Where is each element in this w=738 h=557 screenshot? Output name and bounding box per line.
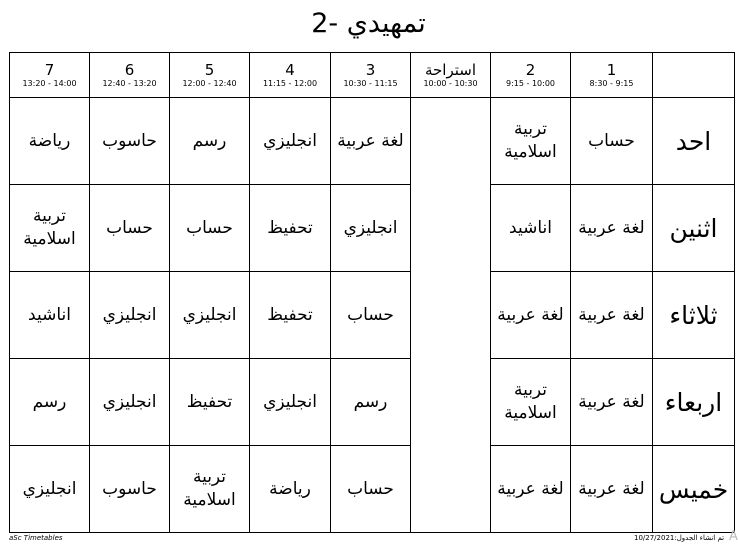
day-row-tuesday xyxy=(10,272,735,359)
lesson-cell: حاسوب xyxy=(102,478,157,499)
lesson-cell: انجليزي xyxy=(263,391,317,412)
lesson-cell: رياضة xyxy=(269,478,311,499)
timetable-grid xyxy=(9,52,735,533)
lesson-cell: حساب xyxy=(106,217,153,238)
period-time: 12:40 - 13:20 xyxy=(102,78,157,88)
created-date: تم انشاء الجدول:10/27/2021 xyxy=(634,534,725,542)
period-header-6 xyxy=(90,53,170,98)
lesson-cell: لغة عربية xyxy=(578,391,645,412)
day-name: خميس xyxy=(658,474,729,504)
lesson-cell: حساب xyxy=(588,130,635,151)
lesson-cell: لغة عربية xyxy=(578,217,645,238)
period-time: 10:00 - 10:30 xyxy=(423,78,478,88)
period-header-1 xyxy=(571,53,653,98)
period-time: 10:30 - 11:15 xyxy=(343,78,398,88)
day-row-monday xyxy=(10,185,735,272)
lesson-cell: انجليزي xyxy=(102,304,157,325)
lesson-cell: تحفيظ xyxy=(267,217,313,238)
lesson-cell: لغة عربية xyxy=(578,478,645,499)
period-time: 8:30 - 9:15 xyxy=(589,78,634,88)
period-time: 13:20 - 14:00 xyxy=(22,78,77,88)
lesson-cell: انجليزي xyxy=(22,478,77,499)
lesson-cell: اناشيد xyxy=(28,304,71,325)
period-header-3 xyxy=(331,53,411,98)
lesson-cell: لغة عربية xyxy=(337,130,404,151)
period-header-break xyxy=(411,53,491,98)
break-label: استراحة xyxy=(424,60,477,79)
period-number: 3 xyxy=(365,60,376,79)
period-header-row xyxy=(10,53,735,98)
period-number: 1 xyxy=(606,60,617,79)
period-time: 11:15 - 12:00 xyxy=(262,78,318,88)
lesson-cell: رياضة xyxy=(28,130,71,151)
lesson-cell: رسم xyxy=(32,391,67,412)
period-number: 4 xyxy=(285,60,295,79)
lesson-cell: لغة عربية xyxy=(578,304,645,325)
day-row-wednesday xyxy=(10,359,735,446)
period-header-2 xyxy=(491,53,571,98)
lesson-cell: تحفيظ xyxy=(186,391,233,412)
lesson-cell: تربية اسلامية xyxy=(183,467,236,510)
lesson-cell: رسم xyxy=(192,130,227,151)
lesson-cell: تربية اسلامية xyxy=(23,206,76,249)
corner-cell xyxy=(653,53,735,98)
corner-mark: A xyxy=(729,529,738,544)
lesson-cell: اناشيد xyxy=(509,217,552,238)
period-header-5 xyxy=(170,53,250,98)
day-row-thursday xyxy=(10,446,735,533)
period-header-7 xyxy=(10,53,90,98)
lesson-cell: انجليزي xyxy=(102,391,157,412)
lesson-cell: حساب xyxy=(186,217,233,238)
period-time: 9:15 - 10:00 xyxy=(506,78,555,88)
period-number: 6 xyxy=(124,60,135,79)
lesson-cell: تربية اسلامية xyxy=(504,380,557,423)
period-number: 7 xyxy=(44,60,55,79)
software-credit: aSc Timetables xyxy=(9,534,63,542)
period-number: 2 xyxy=(525,60,536,79)
period-time: 12:00 - 12:40 xyxy=(182,78,237,88)
day-name: احد xyxy=(675,126,712,156)
break-column xyxy=(411,98,491,533)
lesson-cell: لغة عربية xyxy=(497,478,564,499)
lesson-cell: انجليزي xyxy=(343,217,398,238)
timetable-title: تمهيدي -2 xyxy=(311,8,426,39)
lesson-cell: حاسوب xyxy=(102,130,157,151)
lesson-cell: حساب xyxy=(347,304,394,325)
day-row-sunday xyxy=(10,98,735,185)
day-name: ثلاثاء xyxy=(669,300,718,330)
lesson-cell: انجليزي xyxy=(263,130,317,151)
lesson-cell: انجليزي xyxy=(182,304,237,325)
lesson-cell: تحفيظ xyxy=(267,304,313,325)
lesson-cell: لغة عربية xyxy=(497,304,564,325)
lesson-cell: حساب xyxy=(347,478,394,499)
day-name: اربعاء xyxy=(664,387,723,417)
day-name: اثنين xyxy=(669,213,718,243)
period-number: 5 xyxy=(204,60,215,79)
lesson-cell: رسم xyxy=(353,391,388,412)
period-header-4 xyxy=(250,53,331,98)
lesson-cell: تربية اسلامية xyxy=(504,119,557,162)
